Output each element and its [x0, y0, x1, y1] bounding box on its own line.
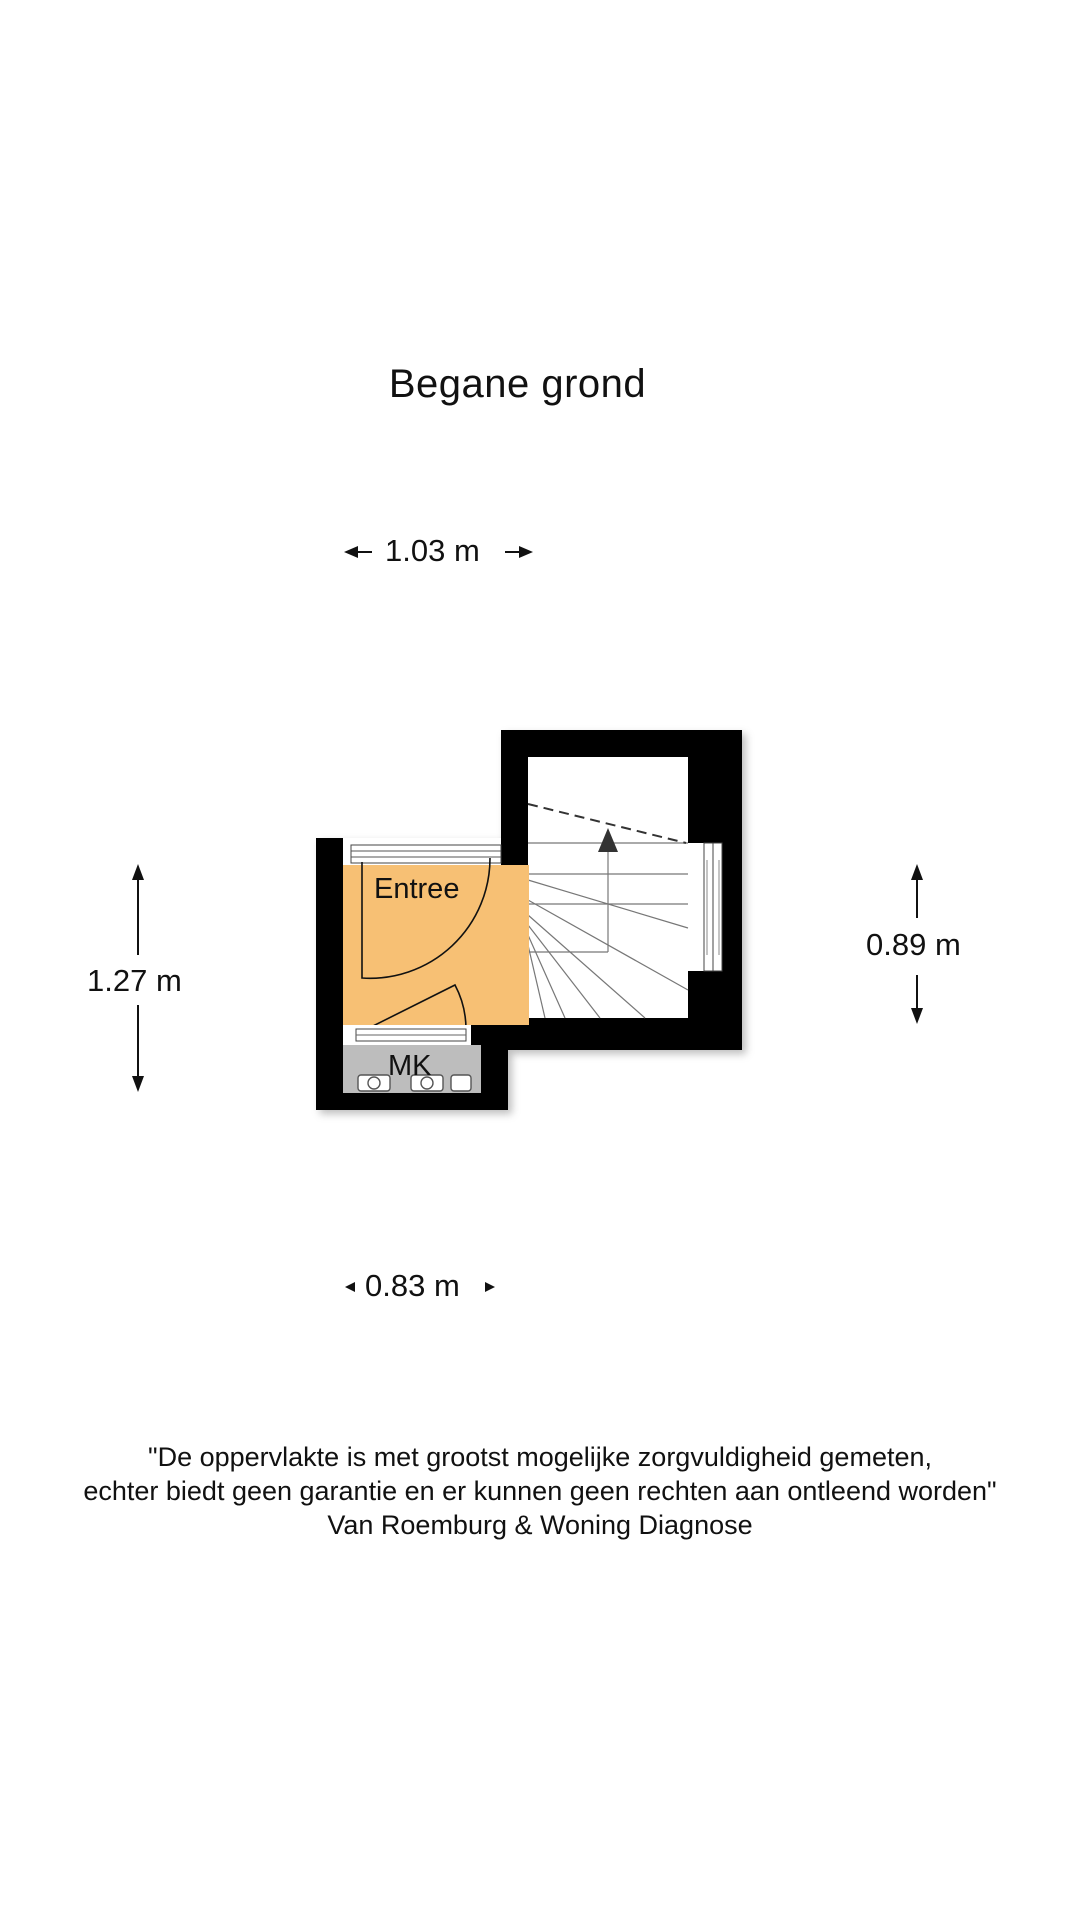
- entree-room: [343, 838, 529, 1045]
- dimension-right-height: 0.89 m: [866, 927, 961, 962]
- dimension-left-height: 1.27 m: [87, 963, 182, 998]
- room-label-entree: Entree: [374, 873, 460, 905]
- room-label-meterkast: MK: [388, 1050, 432, 1082]
- dimension-bottom-width: 0.83 m: [365, 1268, 460, 1303]
- disclaimer-line-2: echter biedt geen garantie en er kunnen geen rechten aan ontleend worden": [83, 1476, 997, 1506]
- dimension-top-width: 1.03 m: [385, 533, 480, 568]
- disclaimer-line-1: "De oppervlakte is met grootst mogelijke zorgvuldigheid gemeten,: [148, 1442, 932, 1472]
- floor-title: Begane grond: [388, 362, 647, 406]
- disclaimer-line-3: Van Roemburg & Woning Diagnose: [327, 1510, 753, 1540]
- disclaimer: [0, 1440, 1080, 1542]
